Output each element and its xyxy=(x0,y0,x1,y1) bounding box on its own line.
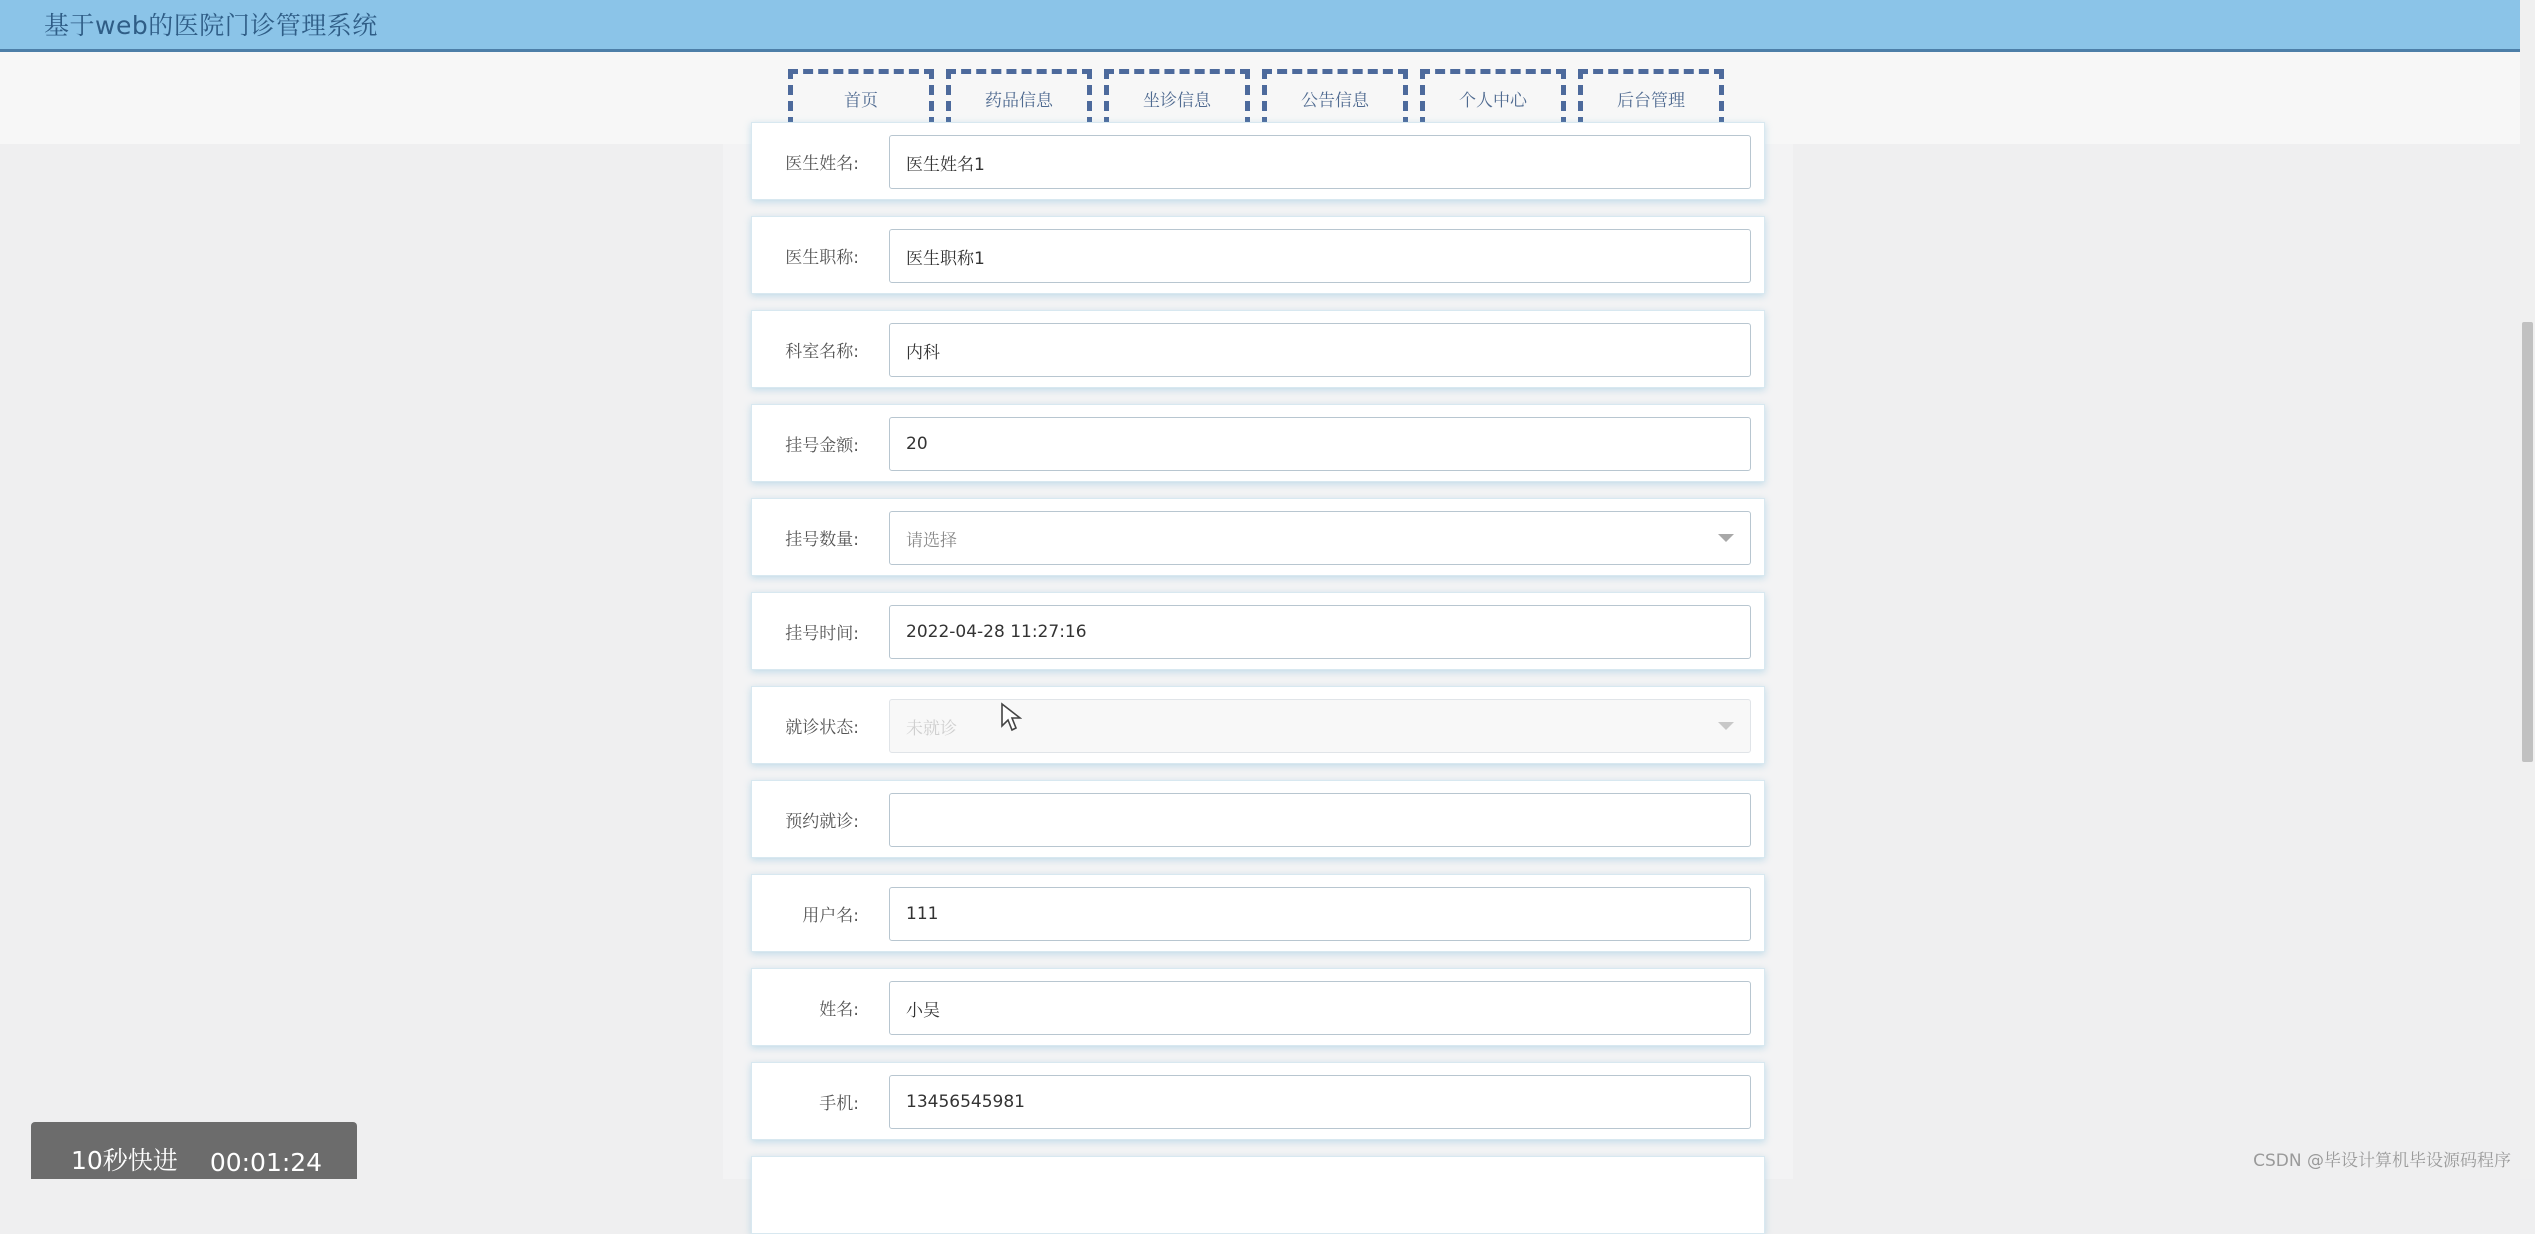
reg-time-label: 挂号时间: xyxy=(785,623,859,644)
doctor-title-input[interactable]: 医生职称1 xyxy=(889,229,1751,283)
row-doctor-title xyxy=(751,216,1765,294)
row-quantity xyxy=(751,498,1765,576)
row-appointment xyxy=(751,780,1765,858)
username-input[interactable]: 111 xyxy=(889,887,1751,941)
department-label: 科室名称: xyxy=(785,341,859,362)
row-reg-time xyxy=(751,592,1765,670)
doctor-title-label: 医生职称: xyxy=(785,247,859,268)
nav-medicine-info[interactable]: 药品信息 xyxy=(946,69,1092,127)
row-fee xyxy=(751,404,1765,482)
mouse-cursor-icon xyxy=(1000,702,1022,732)
scrollbar-thumb[interactable] xyxy=(2522,322,2533,762)
video-overlay[interactable] xyxy=(31,1122,357,1179)
header-bar xyxy=(0,0,2535,52)
appointment-label: 预约就诊: xyxy=(785,811,859,832)
row-status xyxy=(751,686,1765,764)
nav-home[interactable]: 首页 xyxy=(788,69,934,127)
watermark: CSDN @毕设计算机毕设源码程序 xyxy=(2253,1151,2511,1171)
form-panel xyxy=(723,144,1793,1179)
department-input[interactable]: 内科 xyxy=(889,323,1751,377)
nav-clinic-info[interactable]: 坐诊信息 xyxy=(1104,69,1250,127)
quantity-label: 挂号数量: xyxy=(785,529,859,550)
app-title: 基于web的医院门诊管理系统 xyxy=(44,11,378,40)
row-doctor-name xyxy=(751,122,1765,200)
scrollbar[interactable] xyxy=(2520,0,2535,1179)
doctor-name-input[interactable]: 医生姓名1 xyxy=(889,135,1751,189)
fee-input[interactable]: 20 xyxy=(889,417,1751,471)
row-next xyxy=(751,1156,1765,1234)
doctor-name-label: 医生姓名: xyxy=(785,153,859,174)
status-value: 未就诊 xyxy=(906,718,957,739)
skip-forward-button[interactable]: 10秒快进 xyxy=(71,1146,178,1175)
chevron-down-icon xyxy=(1718,722,1734,730)
row-phone xyxy=(751,1062,1765,1140)
chevron-down-icon xyxy=(1718,534,1734,542)
appointment-input[interactable] xyxy=(889,793,1751,847)
nav-announcements[interactable]: 公告信息 xyxy=(1262,69,1408,127)
name-label: 姓名: xyxy=(819,999,859,1020)
quantity-placeholder: 请选择 xyxy=(906,530,957,551)
name-input[interactable]: 小吴 xyxy=(889,981,1751,1035)
fee-label: 挂号金额: xyxy=(785,435,859,456)
status-label: 就诊状态: xyxy=(785,717,859,738)
username-label: 用户名: xyxy=(802,905,859,926)
row-department xyxy=(751,310,1765,388)
nav-personal-center[interactable]: 个人中心 xyxy=(1420,69,1566,127)
quantity-select[interactable] xyxy=(889,511,1751,565)
nav-admin[interactable]: 后台管理 xyxy=(1578,69,1724,127)
reg-time-input[interactable]: 2022-04-28 11:27:16 xyxy=(889,605,1751,659)
phone-input[interactable]: 13456545981 xyxy=(889,1075,1751,1129)
playback-time: 00:01:24 xyxy=(209,1148,323,1177)
phone-label: 手机: xyxy=(819,1093,859,1114)
main-nav xyxy=(788,69,1724,127)
row-name xyxy=(751,968,1765,1046)
row-username xyxy=(751,874,1765,952)
